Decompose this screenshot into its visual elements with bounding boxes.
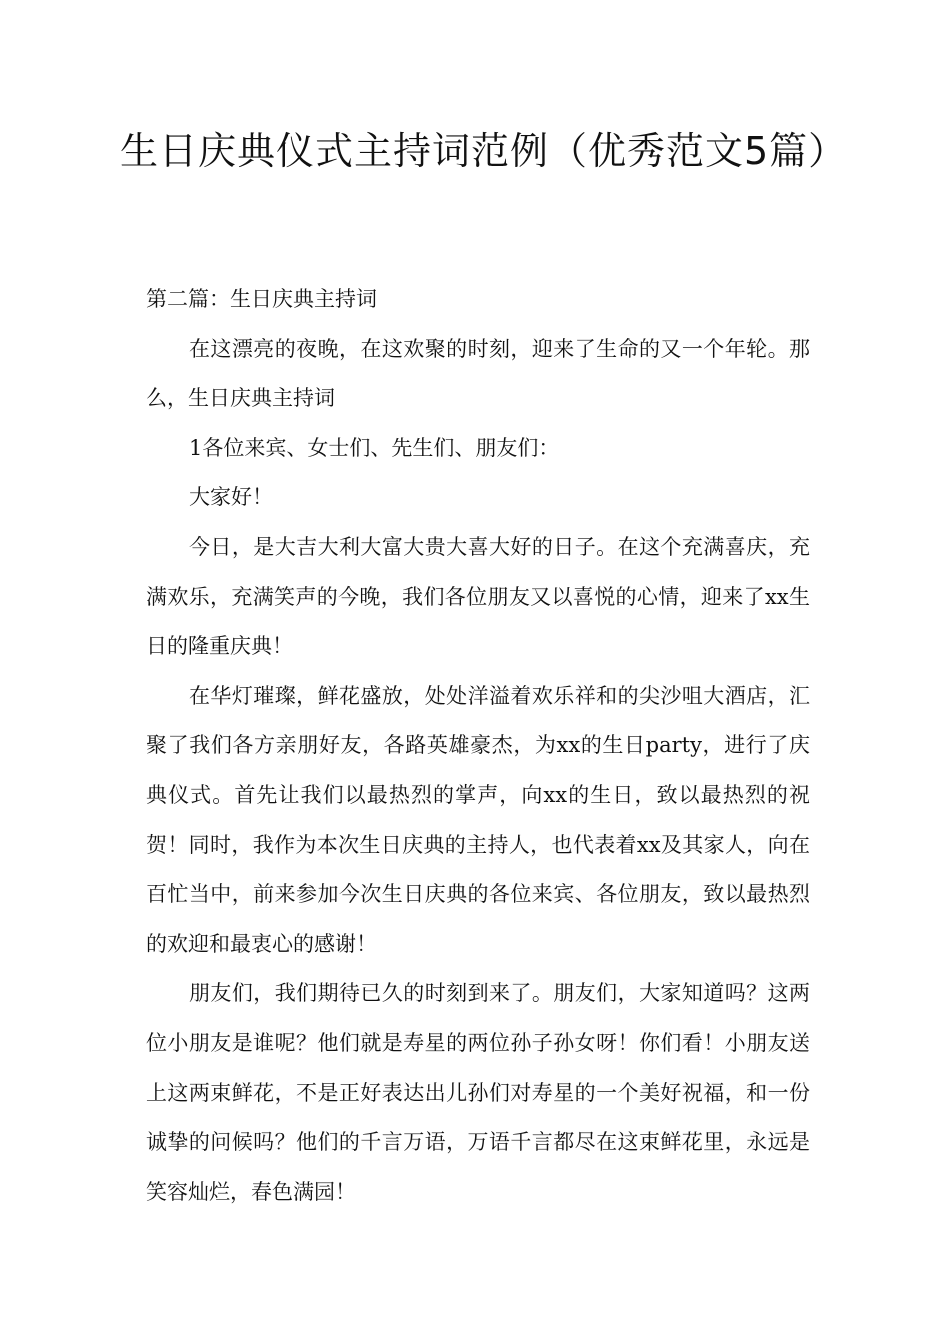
paragraph: 今日，是大吉大利大富大贵大喜大好的日子。在这个充满喜庆，充满欢乐，充满笑声的今晚，我们各位朋友又以喜悦的心情，迎来了xx生日的隆重庆典！: [146, 534, 810, 659]
paragraph: 朋友们，我们期待已久的时刻到来了。朋友们，大家知道吗？这两位小朋友是谁呢？他们就是寿星的两位孙子孙女呀！你们看！小朋友送上这两束鲜花，不是正好表达出儿孙们对寿星的一个美好祝福，和一份诚挚的问候吗？他们的千言万语，万语千言都尽在这束鲜花里，永远是笑容灿烂，春色满园！: [146, 981, 810, 1204]
document-title: 生日庆典仪式主持词范例（优秀范文5篇）: [120, 129, 848, 173]
paragraph: 大家好！: [189, 485, 273, 510]
paragraph: 在华灯璀璨，鲜花盛放，处处洋溢着欢乐祥和的尖沙咀大酒店，汇聚了我们各方亲朋好友，各路英雄豪杰，为xx的生日party，进行了庆典仪式。首先让我们以最热烈的掌声，向xx的生日，致以最热烈的祝贺！同时，我作为本次生日庆典的主持人，也代表着xx及其家人，向在百忙当中，前来参加今次生日庆典的各位来宾、各位朋友，致以最热烈的欢迎和最衷心的感谢！: [146, 683, 810, 956]
paragraph: 在这漂亮的夜晚，在这欢聚的时刻，迎来了生命的又一个年轮。那么，生日庆典主持词: [146, 336, 810, 411]
paragraph: 1各位来宾、女士们、先生们、朋友们：: [189, 435, 560, 460]
section-heading: 第二篇：生日庆典主持词: [146, 287, 377, 311]
document-body: [146, 275, 810, 1217]
